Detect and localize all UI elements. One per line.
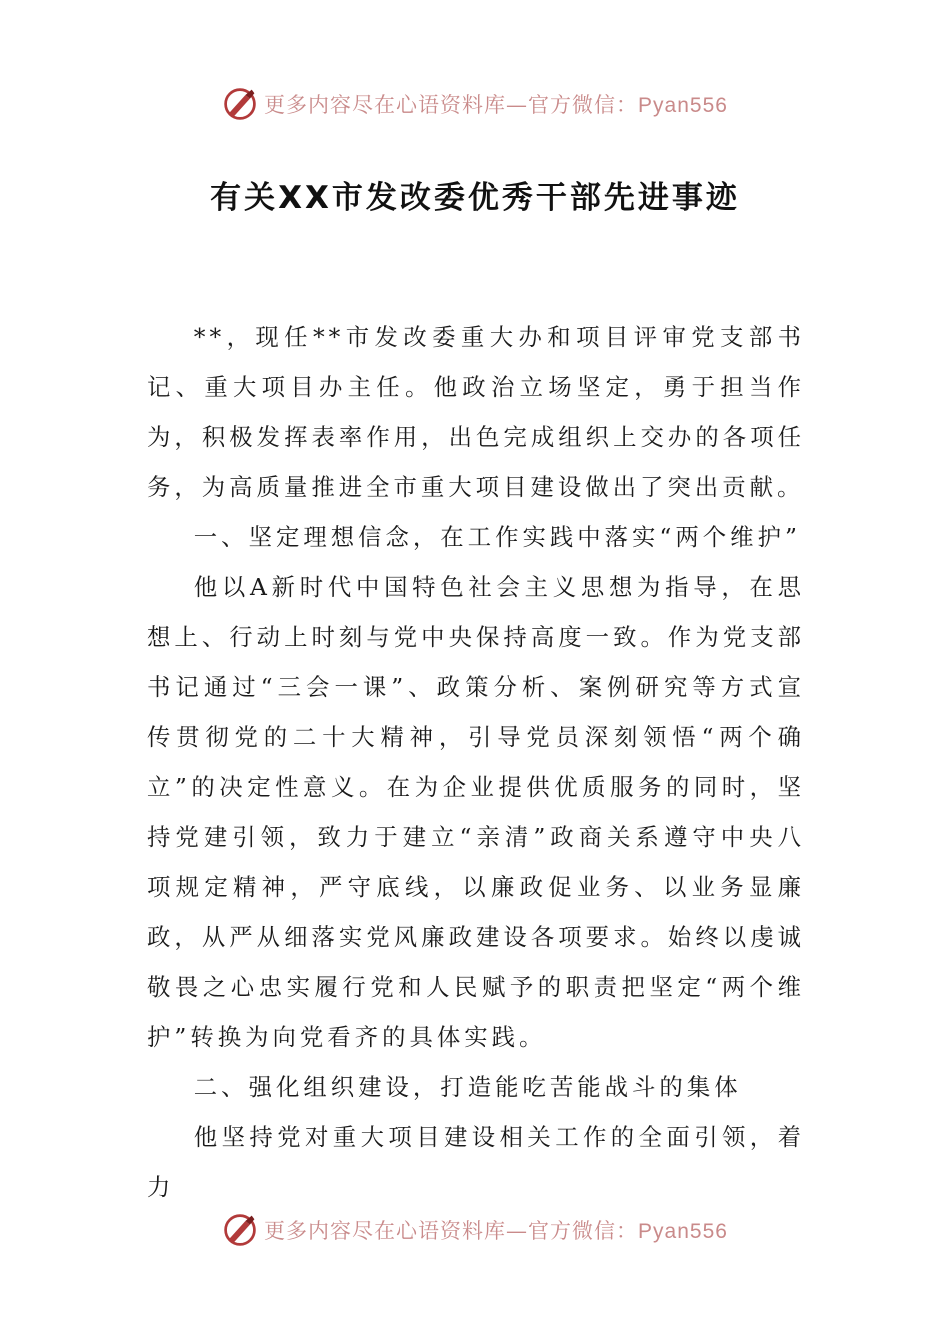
watermark-text bbox=[264, 89, 728, 119]
watermark-label: 更多内容尽在心语资料库—官方微信： bbox=[264, 1219, 639, 1243]
section-heading-1: 一、坚定理想信念，在工作实践中落实“两个维护” bbox=[193, 523, 801, 551]
header-watermark-banner bbox=[0, 84, 950, 124]
document-body bbox=[147, 312, 805, 1212]
footer-watermark-banner bbox=[0, 1210, 950, 1250]
watermark-label: 更多内容尽在心语资料库—官方微信： bbox=[264, 93, 639, 117]
pen-nib-icon bbox=[222, 1212, 258, 1248]
wechat-id: Pyan556 bbox=[638, 94, 728, 117]
section-1-paragraph: 他以A新时代中国特色社会主义思想为指导，在思想上、行动上时刻与党中央保持高度一致。作为党支部书记通过“三会一课”、政策分析、案例研究等方式宣传贯彻党的二十大精神，引导党员深刻领悟“两个确立”的决定性意义。在为企业提供优质服务的同时，坚持党建引领，致力于建立“亲清”政商关系遵守中央八项规定精神，严守底线，以廉政促业务、以业务显廉政，从严从细落实党风廉政建设各项要求。始终以虔诚敬畏之心忠实履行党和人民赋予的职责把坚定“两个维护”转换为向党看齐的具体实践。 bbox=[147, 573, 805, 1051]
pen-nib-icon bbox=[222, 86, 258, 122]
intro-paragraph: **，现任**市发改委重大办和项目评审党支部书记、重大项目办主任。他政治立场坚定，勇于担当作为，积极发挥表率作用，出色完成组织上交办的各项任务，为高质量推进全市重大项目建设做出了突出贡献。 bbox=[147, 323, 805, 501]
document-title: 有关XX市发改委优秀干部先进事迹 bbox=[210, 180, 740, 216]
wechat-id: Pyan556 bbox=[638, 1220, 728, 1243]
watermark-text bbox=[264, 1215, 728, 1245]
section-2-paragraph: 他坚持党对重大项目建设相关工作的全面引领，着力 bbox=[147, 1123, 805, 1201]
section-heading-2: 二、强化组织建设，打造能吃苦能战斗的集体 bbox=[193, 1073, 742, 1101]
